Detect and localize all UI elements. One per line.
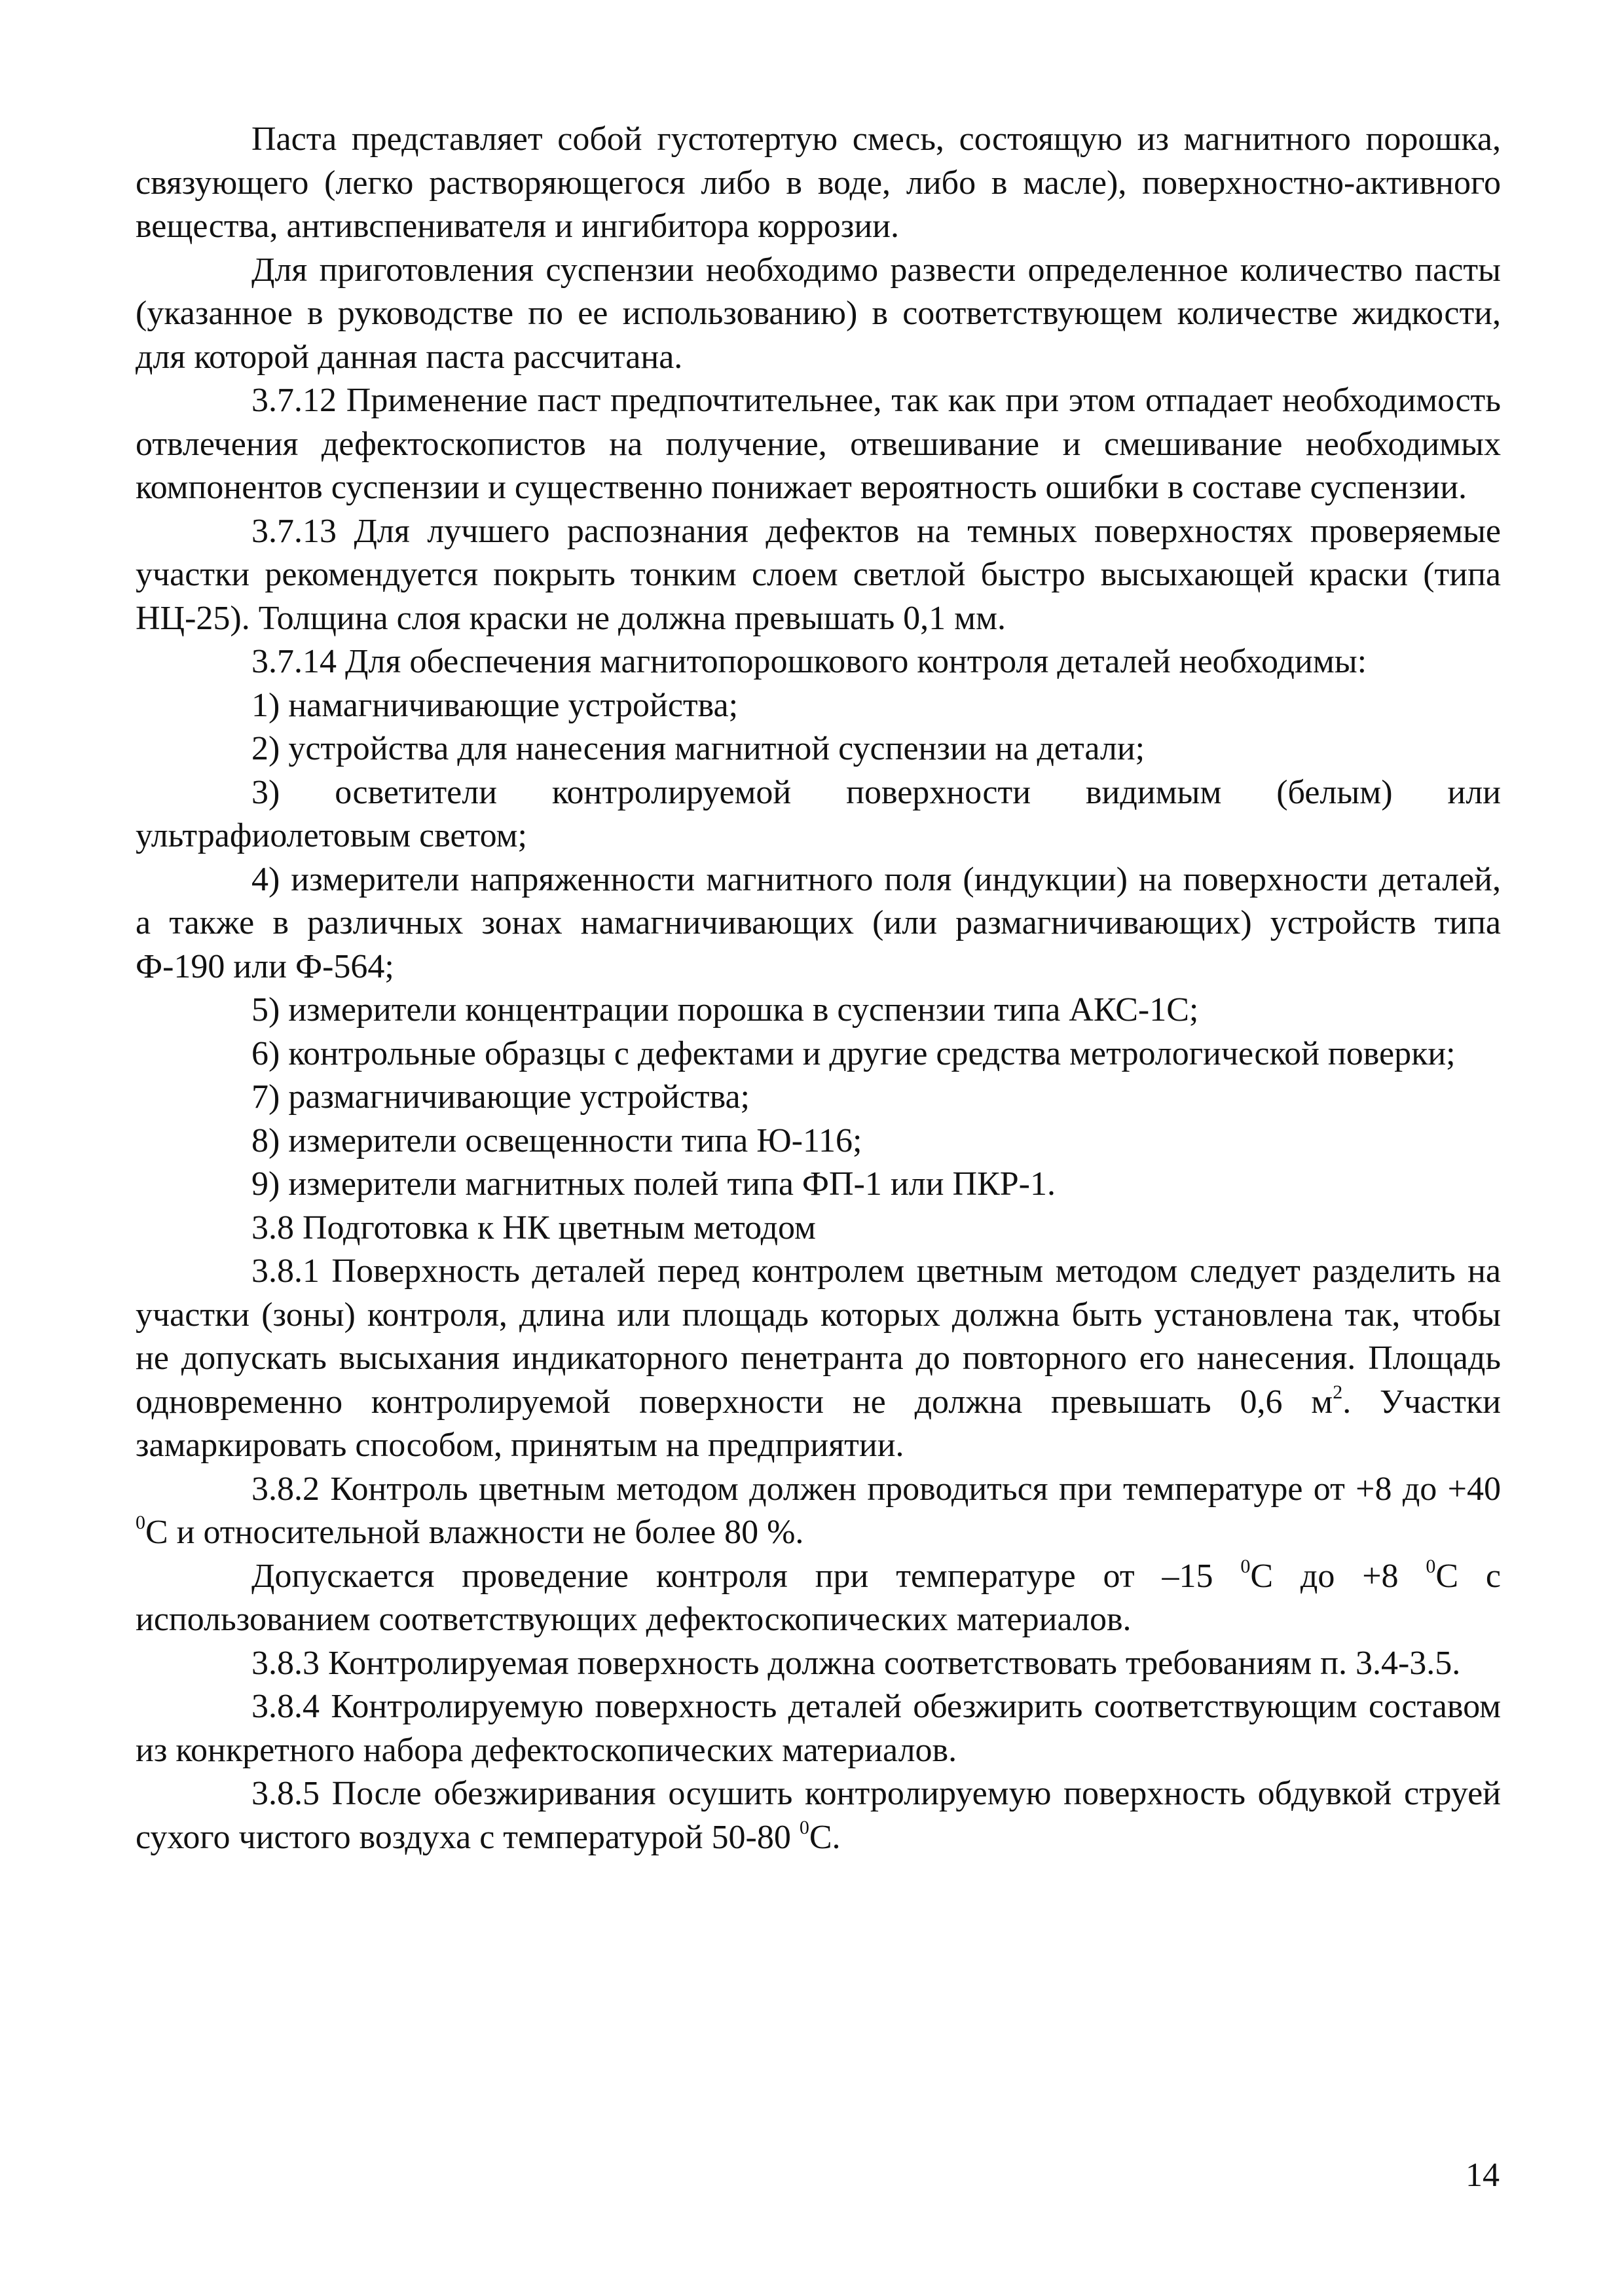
text-run: 3.8.2 Контроль цветным методом должен проводиться при температуре от +8 до +40: [251, 1470, 1501, 1508]
paragraph-3-8-4: 3.8.4 Контролируемую поверхность деталей обезжирить соответствующим составом из конкретного набора дефектоскопических материалов.: [136, 1688, 1501, 1769]
paragraph-paste-description: Паста представляет собой густотертую смесь, состоящую из магнитного порошка, связующего (легко растворяющегося либо в воде, либо в масле), поверхностно-активного вещества, антивспенивателя и ингибитора коррозии.: [136, 120, 1501, 245]
list-item-4: 4) измерители напряженности магнитного поля (индукции) на поверхности деталей, а также в различных зонах намагничивающих (или размагничивающих) устройств типа Ф-190 или Ф-564;: [136, 860, 1501, 985]
paragraph-3-7-13: 3.7.13 Для лучшего распознания дефектов на темных поверхностях проверяемые участки рекомендуется покрыть тонким слоем светлой быстро высыхающей краски (типа НЦ-25). Толщина слоя краски не должна превышать 0,1 мм.: [136, 512, 1501, 637]
paragraph-3-8-3: 3.8.3 Контролируемая поверхность должна соответствовать требованиям п. 3.4-3.5.: [251, 1644, 1461, 1682]
paragraph-allowed-temperature: [136, 1555, 1501, 1642]
page-number: 14: [1466, 2157, 1500, 2194]
degree-superscript: 0: [1240, 1555, 1251, 1577]
list-item-9: 9) измерители магнитных полей типа ФП-1 или ПКР-1.: [251, 1165, 1056, 1203]
document-page: [136, 118, 1501, 1859]
text-run: 3.8.1 Поверхность деталей перед контролем цветным методом следует разделить на участки (зоны) контроля, длина или площадь которых должна быть установлена так, чтобы не допускать высыхания индикаторного пенетранта до повторного его нанесения. Площадь одновременно контролируемой поверхности не должна превышать 0,6 м: [136, 1252, 1501, 1421]
paragraph-3-7-12: 3.7.12 Применение паст предпочтительнее, так как при этом отпадает необходимость отвлечения дефектоскопистов на получение, отвешивание и смешивание необходимых компонентов суспензии и существенно понижает вероятность ошибки в составе суспензии.: [136, 382, 1501, 506]
degree-superscript: 0: [799, 1816, 809, 1838]
list-item-3: 3) осветители контролируемой поверхности видимым (белым) или ультрафиолетовым светом;: [136, 773, 1501, 854]
text-run: 3.8.5 После обезжиривания осушить контролируемую поверхность обдувкой струей сухого чистого воздуха с температурой 50-80: [136, 1775, 1501, 1856]
superscript: 2: [1333, 1381, 1343, 1403]
list-item-2: 2) устройства для нанесения магнитной суспензии на детали;: [251, 730, 1145, 767]
list-item-7: 7) размагничивающие устройства;: [251, 1078, 750, 1116]
section-heading-3-8: 3.8 Подготовка к НК цветным методом: [251, 1209, 816, 1247]
degree-superscript: 0: [136, 1512, 145, 1533]
list-item-5: 5) измерители концентрации порошка в суспензии типа АКС-1С;: [251, 991, 1199, 1029]
text-run: С и относительной влажности не более 80 %.: [145, 1514, 804, 1551]
list-item-1: 1) намагничивающие устройства;: [251, 686, 739, 724]
text-run: Допускается проведение контроля при температуре от –15: [251, 1557, 1241, 1595]
text-run: . Участки замаркировать способом, принятым на предприятии.: [136, 1383, 1501, 1464]
paragraph-3-8-2: [136, 1468, 1501, 1555]
degree-superscript: 0: [1426, 1555, 1436, 1577]
paragraph-3-8-1: [136, 1250, 1501, 1468]
paragraph-3-8-5: [136, 1772, 1501, 1859]
paragraph-suspension-preparation: Для приготовления суспензии необходимо развести определенное количество пасты (указанное в руководстве по ее использованию) в соответствующем количестве жидкости, для которой данная паста рассчитана.: [136, 251, 1501, 376]
text-run: С.: [809, 1818, 841, 1856]
list-item-8: 8) измерители освещенности типа Ю-116;: [251, 1121, 862, 1159]
text-run: С до +8: [1250, 1557, 1426, 1595]
paragraph-3-7-14: 3.7.14 Для обеспечения магнитопорошкового контроля деталей необходимы:: [251, 643, 1367, 680]
list-item-6: 6) контрольные образцы с дефектами и другие средства метрологической поверки;: [251, 1034, 1456, 1072]
text-run: С с использованием соответствующих дефектоскопических материалов.: [136, 1557, 1502, 1638]
